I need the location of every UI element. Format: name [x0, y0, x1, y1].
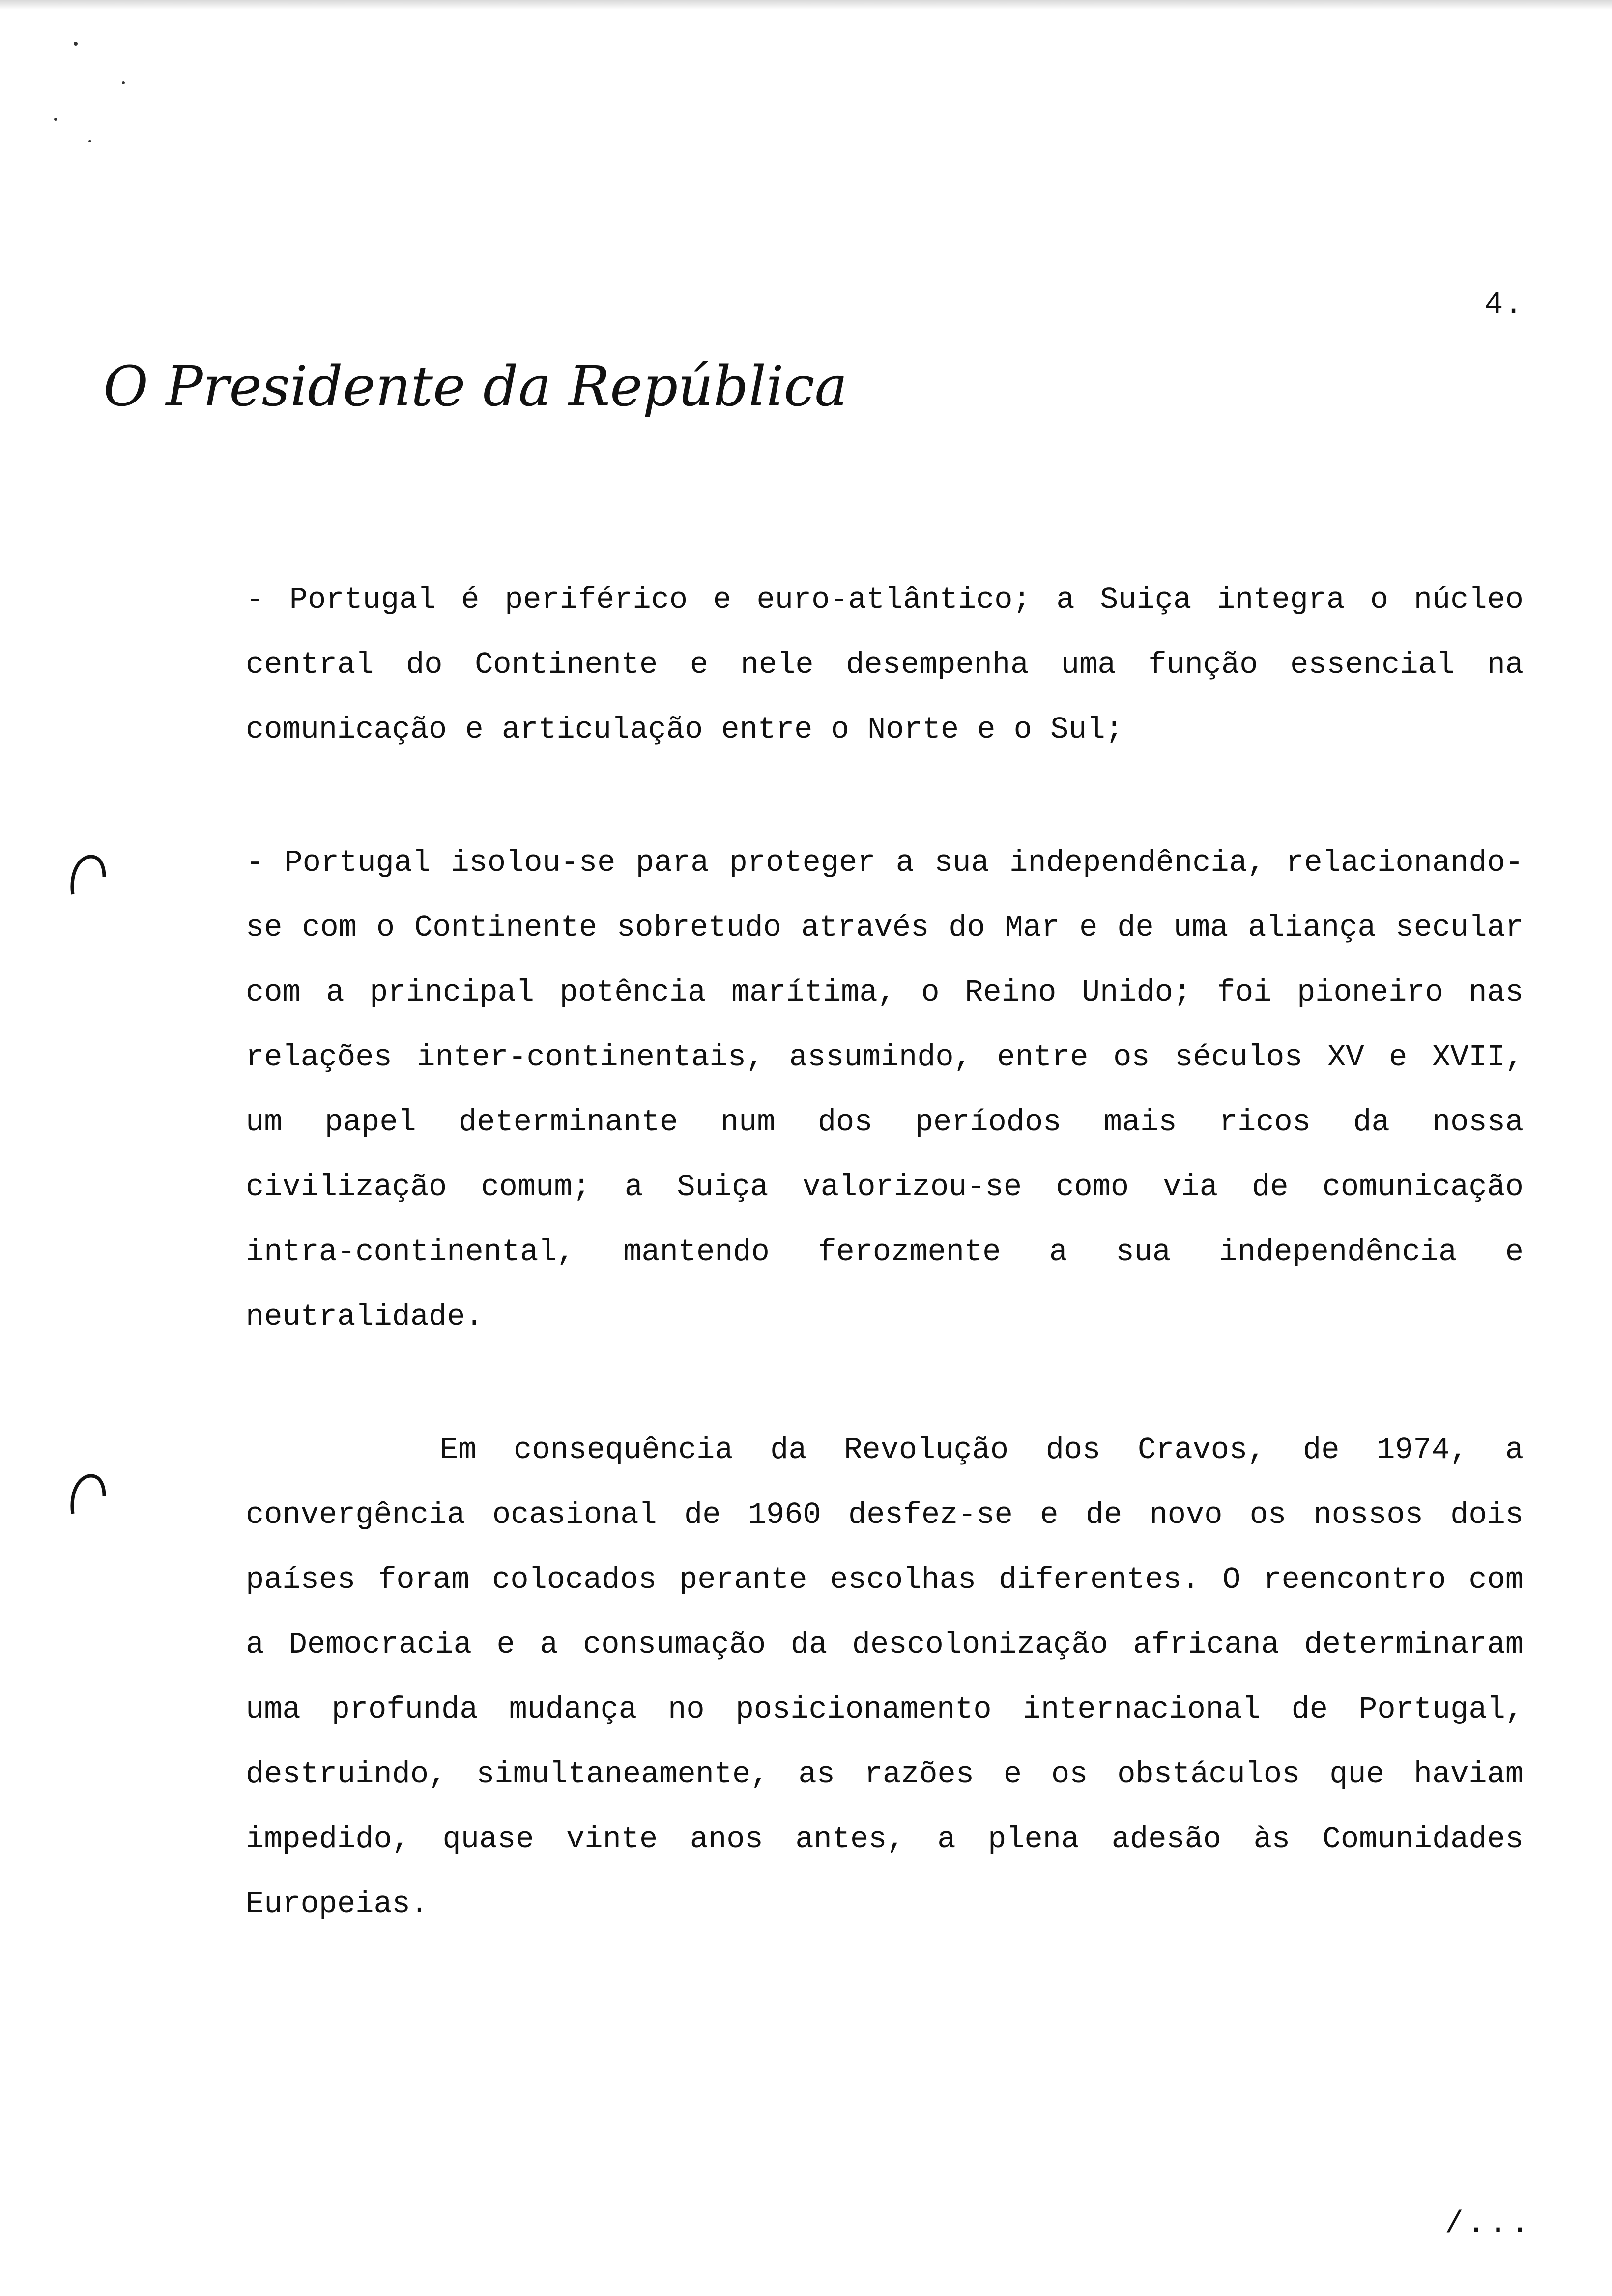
scan-speck [54, 118, 57, 121]
letterhead-text: O Presidente da República [103, 355, 848, 419]
letterhead-logo [103, 344, 848, 442]
scan-speck [88, 140, 91, 142]
body-paragraph: Em consequência da Revolução dos Cravos, de 1974, a convergência ocasional de 1960 desfez-se e de novo os nossos dois países foram colocados perante escolhas diferentes. O reencontro com a Democracia e a consumação da descolonização africana determinaram uma profunda mudança no posicionamento internacional de Portugal, destruindo, simultaneamente, as razões e os obstáculos que haviam impedido, quase vinte anos antes, a plena adesão às Comunidades Europeias. [246, 1433, 1524, 1922]
continuation-mark: /... [1445, 2207, 1532, 2242]
punch-hole-mark [69, 853, 107, 897]
page-number: 4. [1484, 287, 1524, 323]
body-paragraph: - Portugal isolou-se para proteger a sua independência, relacionando-se com o Continente sobretudo através do Mar e de uma aliança secular com a principal potência marítima, o Reino Unido; foi pioneiro nas relações inter-continentais, assumindo, entre os séculos XV e XVII, um papel determinante num dos períodos mais ricos da nossa civilização comum; a Suiça valorizou-se como via de comunicação intra-continental, mantendo ferozmente a sua independência e neutralidade. [246, 845, 1524, 1334]
scan-top-edge [0, 0, 1612, 10]
scan-speck [74, 42, 78, 46]
body-paragraph: - Portugal é periférico e euro-atlântico; a Suiça integra o núcleo central do Continente e nele desempenha uma função essencial na comunicação e articulação entre o Norte e o Sul; [246, 582, 1524, 747]
scan-speck [122, 81, 125, 84]
punch-hole-mark [69, 1472, 107, 1516]
